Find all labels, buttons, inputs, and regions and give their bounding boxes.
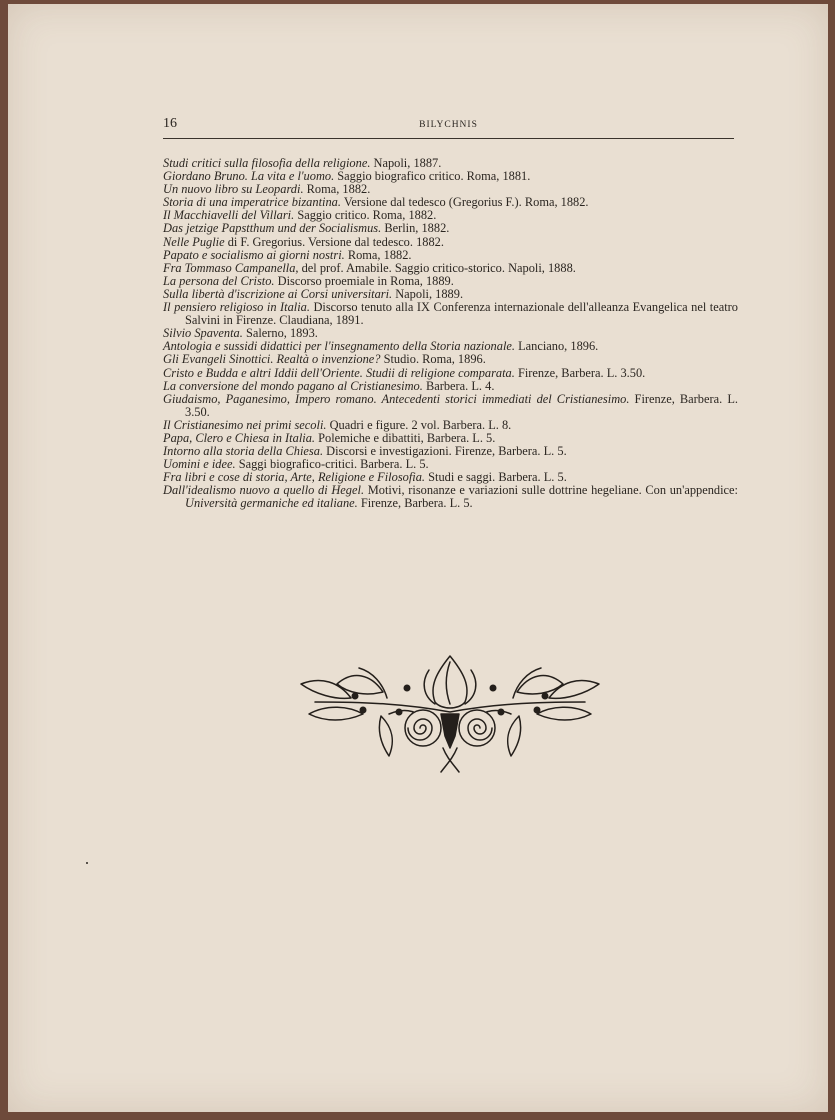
entry-title: Università germaniche ed italiane. — [185, 496, 358, 511]
entry-title: Il pensiero religioso in Italia. — [163, 300, 310, 315]
entry-details: del prof. Amabile. Saggio critico-storico. Napoli, 1888. — [298, 260, 576, 275]
entry-title: Giordano Bruno. La vita e l'uomo. — [163, 169, 335, 184]
entry-title: Un nuovo libro su Leopardi. — [163, 182, 304, 197]
entry-title: Papato e socialismo ai giorni nostri. — [163, 247, 345, 262]
entry-title: Gli Evangeli Sinottici. Realtà o invenzione? — [163, 352, 381, 367]
entry-details: Polemiche e dibattiti, Barbera. L. 5. — [315, 430, 496, 445]
bibliography-entry — [163, 393, 738, 419]
entry-details: Saggi biografico-critici. Barbera. L. 5. — [235, 457, 429, 472]
bibliography-list — [163, 157, 738, 511]
entry-details: Studi e saggi. Barbera. L. 5. — [425, 470, 567, 485]
book-page — [8, 4, 828, 1112]
page-number: 16 — [163, 116, 177, 131]
entry-title: Il Macchiavelli del Villari. — [163, 208, 295, 223]
entry-title: Silvio Spaventa. — [163, 326, 243, 341]
bibliography-entry — [163, 301, 738, 327]
entry-details: Saggio biografico critico. Roma, 1881. — [334, 169, 531, 184]
entry-title: Cristo e Budda e altri Iddii dell'Oriente. Studii di religione comparata. — [163, 365, 515, 380]
bibliography-entry — [163, 484, 738, 510]
entry-details: Firenze, Barbera. L. 5. — [357, 496, 473, 511]
entry-title: Intorno alla storia della Chiesa. — [163, 444, 324, 459]
entry-details: Saggio critico. Roma, 1882. — [294, 208, 437, 223]
entry-title: Fra Tommaso Campanella, — [163, 260, 299, 275]
entry-details: Studio. Roma, 1896. — [380, 352, 486, 367]
entry-title: La persona del Cristo. — [163, 273, 275, 288]
entry-title: Papa, Clero e Chiesa in Italia. — [163, 430, 316, 445]
entry-title: Dall'idealismo nuovo a quello di Hegel. — [163, 483, 365, 498]
entry-details: Berlin, 1882. — [381, 221, 450, 236]
paper-speck — [86, 862, 88, 864]
entry-details: Roma, 1882. — [344, 247, 412, 262]
entry-title: Das jetzige Papstthum und der Socialismus. — [163, 221, 382, 236]
entry-details: Roma, 1882. — [303, 182, 371, 197]
entry-details: Napoli, 1889. — [392, 286, 464, 301]
entry-title: La conversione del mondo pagano al Cristianesimo. — [163, 378, 423, 393]
entry-details: Discorso tenuto alla IX Conferenza internazionale dell'alleanza Evangelica nel teatro Salvini in Firenze. Claudiana, 1891. — [185, 300, 738, 328]
entry-title: Sulla libertà d'iscrizione ai Corsi universitari. — [163, 286, 393, 301]
floral-vignette-icon — [297, 652, 603, 776]
entry-title: Giudaismo, Paganesimo, Impero romano. Antecedenti storici immediati del Cristianesimo. — [163, 391, 630, 406]
entry-title: Nelle Puglie — [163, 234, 225, 249]
entry-details: Quadri e figure. 2 vol. Barbera. L. 8. — [326, 417, 512, 432]
page-header — [163, 116, 734, 139]
entry-details: Salerno, 1893. — [242, 326, 318, 341]
entry-title: Antologia e sussidi didattici per l'insegnamento della Storia nazionale. — [163, 339, 515, 354]
entry-details: Lanciano, 1896. — [514, 339, 599, 354]
entry-details: Firenze, Barbera. L. 3.50. — [185, 391, 738, 419]
entry-title: Storia di una imperatrice bizantina. — [163, 195, 341, 210]
entry-details: Firenze, Barbera. L. 3.50. — [514, 365, 646, 380]
entry-title: Uomini e idee. — [163, 457, 236, 472]
entry-title: Fra libri e cose di storia, Arte, Religione e Filosofia. — [163, 470, 426, 485]
entry-details: di F. Gregorius. Versione dal tedesco. 1882. — [224, 234, 444, 249]
entry-details: Versione dal tedesco (Gregorius F.). Roma, 1882. — [340, 195, 589, 210]
entry-details: Napoli, 1887. — [370, 156, 442, 170]
entry-title: Studi critici sulla filosofia della religione. — [163, 156, 371, 170]
entry-details: Discorsi e investigazioni. Firenze, Barbera. L. 5. — [323, 444, 567, 459]
entry-details: Discorso proemiale in Roma, 1889. — [274, 273, 454, 288]
running-title: BILYCHNIS — [419, 120, 478, 130]
entry-details: Motivi, risonanze e variazioni sulle dottrine hegeliane. Con un'appendice: — [364, 483, 738, 498]
entry-title: Il Cristianesimo nei primi secoli. — [163, 417, 327, 432]
entry-details: Barbera. L. 4. — [422, 378, 495, 393]
